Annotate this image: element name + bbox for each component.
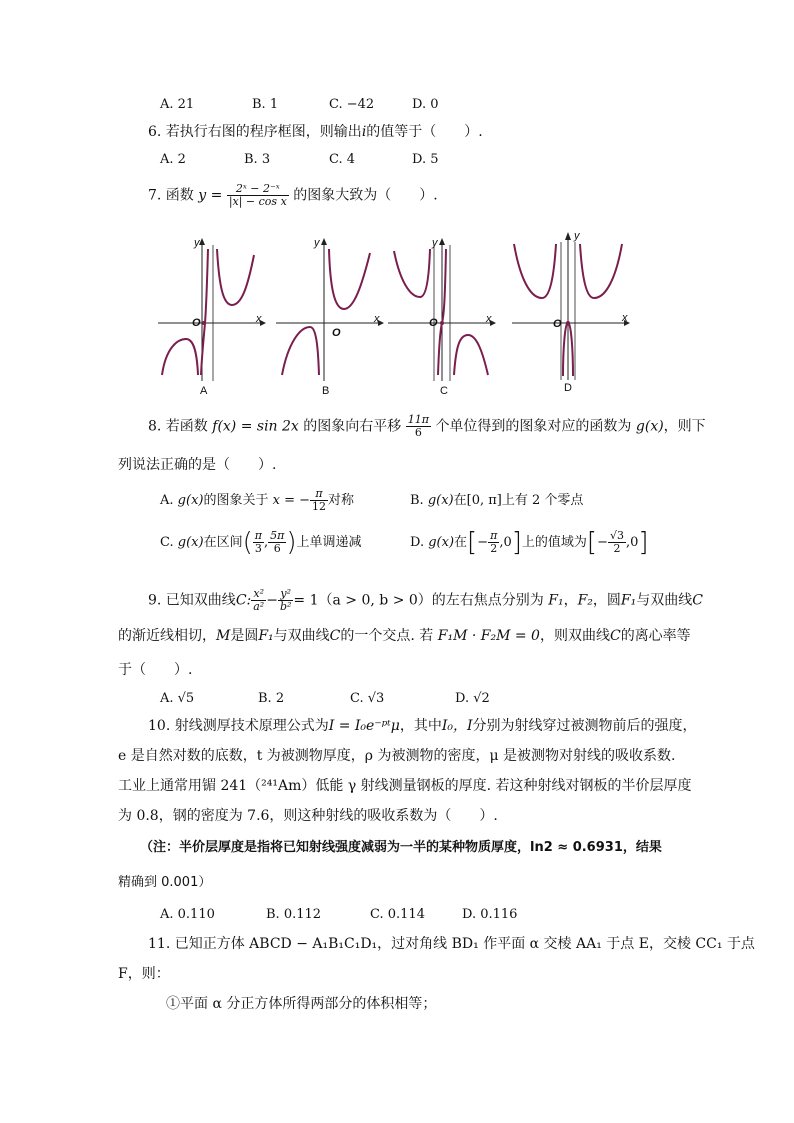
graph-label: C: [440, 385, 448, 397]
graph-label: A: [200, 385, 208, 397]
q7-graph-c: [386, 235, 498, 397]
q8-option-d: D. g(x)在[− $\frac{\pi}{2}$ ,0]上的值域为[− $\frac{√3}{2}$ ,0]: [410, 527, 649, 558]
graph-label: B: [322, 385, 330, 397]
q6-option-b: B. 3: [244, 152, 271, 167]
q10-line1: 10. 射线测厚技术原理公式为I = I₀e⁻ᵖᵗμ，其中I₀，I分别为射线穿过被测物前后的强度，: [148, 718, 697, 734]
q5-option-c: C. −42: [329, 97, 375, 112]
q9-option-c: C. √3: [350, 691, 385, 706]
q10-note-line2: 精确到 0.001）: [118, 875, 212, 890]
q6-option-c: C. 4: [329, 152, 356, 167]
q8-option-a: A. g(x)的图象关于 x = − $\frac{\pi}{12}$ 对称: [160, 487, 355, 513]
axis-x-label: x: [622, 312, 628, 324]
q10-option-c: C. 0.114: [370, 907, 425, 922]
q10-line2: e 是自然对数的底数，t 为被测物厚度，ρ 为被测物的密度，μ 是被测物对射线的吸收系数.: [118, 748, 676, 764]
q10-line3: 工业上通常用镅 241（²⁴¹Am）低能 γ 射线测量钢板的厚度. 若这种射线对钢板的半价层厚度: [118, 778, 692, 794]
q9-stem-line3: 于（ ）.: [118, 662, 193, 678]
q10-option-b: B. 0.112: [266, 907, 322, 922]
axis-x-label: x: [256, 313, 262, 325]
q9-option-d: D. √2: [455, 691, 490, 706]
axis-y-label: y: [194, 237, 200, 249]
axis-y-label: y: [314, 237, 320, 249]
q10-option-a: A. 0.110: [160, 907, 215, 922]
axis-y-label: y: [432, 237, 438, 249]
origin-label: O: [332, 327, 341, 339]
q8-stem-line2: 列说法正确的是（ ）.: [118, 457, 277, 473]
q6-stem: 6. 若执行右图的程序框图，则输出i的值等于（ ）.: [148, 124, 483, 140]
q7-graph-d: [510, 228, 632, 394]
q9-option-a: A. √5: [160, 691, 195, 706]
q11-line2: F，则：: [118, 966, 170, 982]
q8-stem-line1: 8. 若函数 f(x) = sin 2x 的图象向右平移 $\frac{11\pi}{6}$ 个单位得到的图象对应的函数为 g(x)，则下: [148, 413, 706, 439]
origin-label: O: [192, 317, 201, 329]
q11-item1: ①平面 α 分正方体所得两部分的体积相等；: [166, 996, 437, 1012]
q6-option-d: D. 5: [412, 152, 439, 167]
q11-line1: 11. 已知正方体 ABCD − A₁B₁C₁D₁，过对角线 BD₁ 作平面 α 交棱 AA₁ 于点 E，交棱 CC₁ 于点: [148, 936, 755, 952]
q5-option-d: D. 0: [412, 97, 439, 112]
q8-option-c: C. g(x)在区间( $\frac{\pi}{3}$ , $\frac{5\pi}{6}$ )上单调递减: [160, 527, 362, 558]
q8-option-b: B. g(x)在[0, π]上有 2 个零点: [410, 493, 584, 508]
q7-graph-b: [274, 235, 386, 397]
q7-stem: 7. 函数 y = $\frac{\text{2ˣ − 2⁻ˣ}}{\text{|x| − cos x}}$ 的图象大致为（ ）.: [148, 182, 438, 208]
q10-line4: 为 0.8，钢的密度为 7.6，则这种射线的吸收系数为（ ）.: [118, 808, 498, 824]
origin-label: O: [553, 318, 562, 330]
origin-label: O: [429, 317, 438, 329]
axis-x-label: x: [374, 313, 380, 325]
q5-option-a: A. 21: [160, 97, 195, 112]
q9-stem-line2: 的渐近线相切，M是圆F₁与双曲线C的一个交点. 若 F₁M · F₂M = 0，则双曲线C的离心率等: [118, 628, 691, 644]
q10-option-d: D. 0.116: [462, 907, 518, 922]
axis-y-label: y: [574, 230, 580, 242]
q9-option-b: B. 2: [258, 691, 285, 706]
q10-note-line1: （注：半价层厚度是指将已知射线强度减弱为一半的某种物质厚度，ln2 ≈ 0.6931，结果: [140, 840, 662, 855]
q9-stem-line1: 9. 已知双曲线C: $\frac{\text{x²}}{\text{a²}}$ − $\frac{\text{y²}}{\text{b²}}$ = 1（a > 0, b > 0）的左右焦点分别为 F₁，F₂，圆F₁与双曲线C: [148, 587, 703, 613]
axis-x-label: x: [486, 313, 492, 325]
q6-option-a: A. 2: [160, 152, 186, 167]
q7-graph-a: [156, 235, 268, 397]
q5-option-b: B. 1: [252, 97, 279, 112]
graph-label: D: [564, 382, 572, 394]
